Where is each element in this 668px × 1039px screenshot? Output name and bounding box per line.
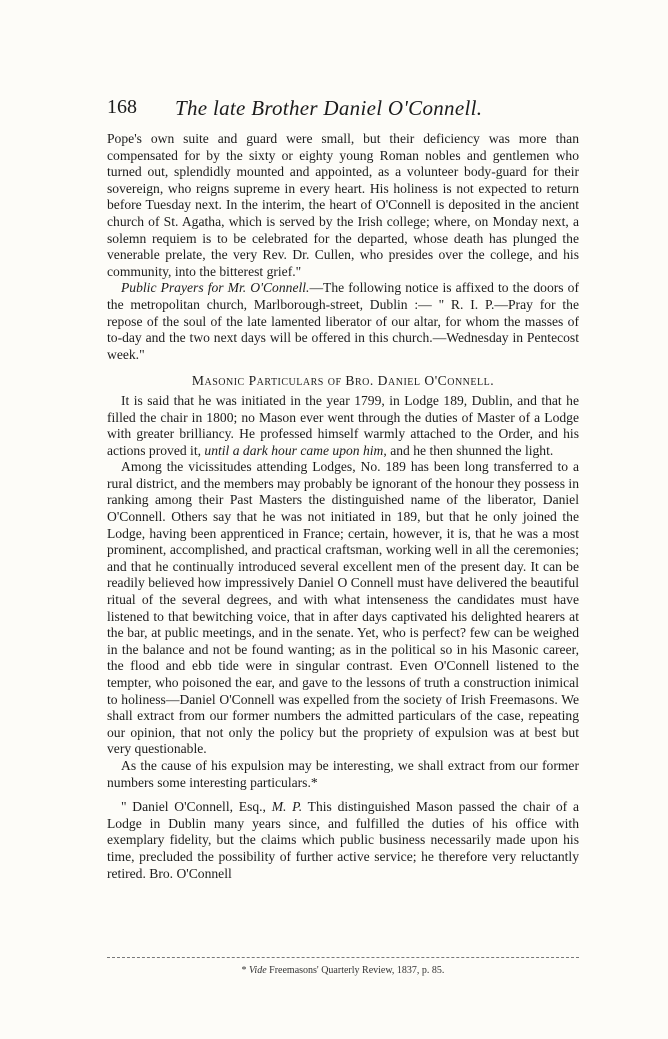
- paragraph-text: This distinguished Mason passed the chair of a Lodge in Dublin many years since, and fulfilled the duties of his office with exemplary fidelity, but the claims which public business necessarily made upon his time, precluded the possibility of further active service; he therefore very reluctantly retired. Bro. O'Connell: [107, 799, 579, 881]
- footnote-marker: *: [241, 965, 247, 976]
- paragraph-initiation: [107, 393, 579, 459]
- paragraph-text: —The following notice is affixed to the doors of the metropolitan church, Marlborough-street, Dublin :— " R. I. P.—Pray for the repose of the soul of the late lamented liberator of our altar, for whom the masses of to-day and the two next days will be offered in this church.—Wednesday in Pentecost week.": [107, 280, 579, 362]
- paragraph-public-prayers: [107, 280, 579, 363]
- paragraph-quotation: [107, 799, 579, 882]
- section-heading: Masonic Particulars of Bro. Daniel O'Connell.: [191, 373, 495, 389]
- paragraph-italic: M. P.: [271, 799, 303, 815]
- footnote: [107, 965, 579, 976]
- paragraph-text: " Daniel O'Connell, Esq.,: [121, 799, 272, 815]
- paragraph-italic: until a dark hour came upon him: [204, 442, 384, 458]
- paragraph-text: , and he then shunned the light.: [383, 442, 554, 458]
- body-text: [107, 131, 579, 882]
- paragraph-vicissitudes: Among the vicissitudes attending Lodges, No. 189 has been long transferred to a rural district, and the members may probably be ignorant of the honour they possess in ranking among their Past Masters the distinguished name of the liberator, Daniel O'Connell. Others say that he was not initiated in 189, but that he only joined the Lodge, having been apprenticed in France; certain, however, it is, that he was a most prominent, accomplished, and practical craftsman, working well in all the ceremonies; and that he continually introduced several excellent men of the present day. It can be readily believed how impressively Daniel O Connell must have delivered the beautiful ritual of the several degrees, and with what intenseness the candidates must have listened to that bewitching voice, that in after days captivated his delighted hearers at the bar, at public meetings, and in the senate. Yet, who is perfect? few can be weighed in the balance and not be found wanting; as in the political so in his Masonic career, the flood and ebb tide were in singular contrast. Even O'Connell listened to the tempter, who poisoned the ear, and gave to the lessons of truth a construction inimical to holiness—Daniel O'Connell was expelled from the society of Irish Freemasons. We shall extract from our former numbers the admitted particulars of the case, repeating our opinion, that not only the policy but the propriety of expulsion was at best but very questionable.: [107, 459, 579, 757]
- paragraph-rome: Pope's own suite and guard were small, but their deficiency was more than compensated for by the sixty or eighty young Roman nobles and gentlemen who turned out, splendidly mounted and appointed, as a volunteer body-guard for their sovereign, who reigns supreme in every heart. His holiness is not expected to return before Tuesday next. In the interim, the heart of O'Connell is deposited in the ancient church of St. Agatha, which is served by the Irish college; where, on Monday next, a solemn requiem is to be celebrated for the departed, whose death has plunged the venerable prelate, the very Rev. Dr. Cullen, who presides over the college, and his community, into the bitterest grief.": [107, 131, 579, 279]
- paragraph-expulsion: As the cause of his expulsion may be interesting, we shall extract from our former numbers some interesting particulars.*: [107, 757, 579, 790]
- running-title: The late Brother Daniel O'Connell.: [175, 96, 483, 120]
- paragraph-lead-italic: Public Prayers for Mr. O'Connell.: [121, 280, 310, 296]
- footnote-text: Freemasons' Quarterly Review, 1837, p. 85.: [269, 965, 445, 976]
- footnote-rule: [107, 957, 579, 958]
- page-number: 168: [107, 96, 137, 118]
- page-header: [107, 96, 577, 120]
- paragraph-text: It is said that he was initiated in the year 1799, in Lodge 189, Dublin, and that he filled the chair in 1800; no Mason ever went through the duties of Master of a Lodge with greater brilliancy. He professed himself warmly attached to the Order, and his actions proved it,: [107, 392, 579, 458]
- footnote-italic: Vide: [249, 965, 267, 976]
